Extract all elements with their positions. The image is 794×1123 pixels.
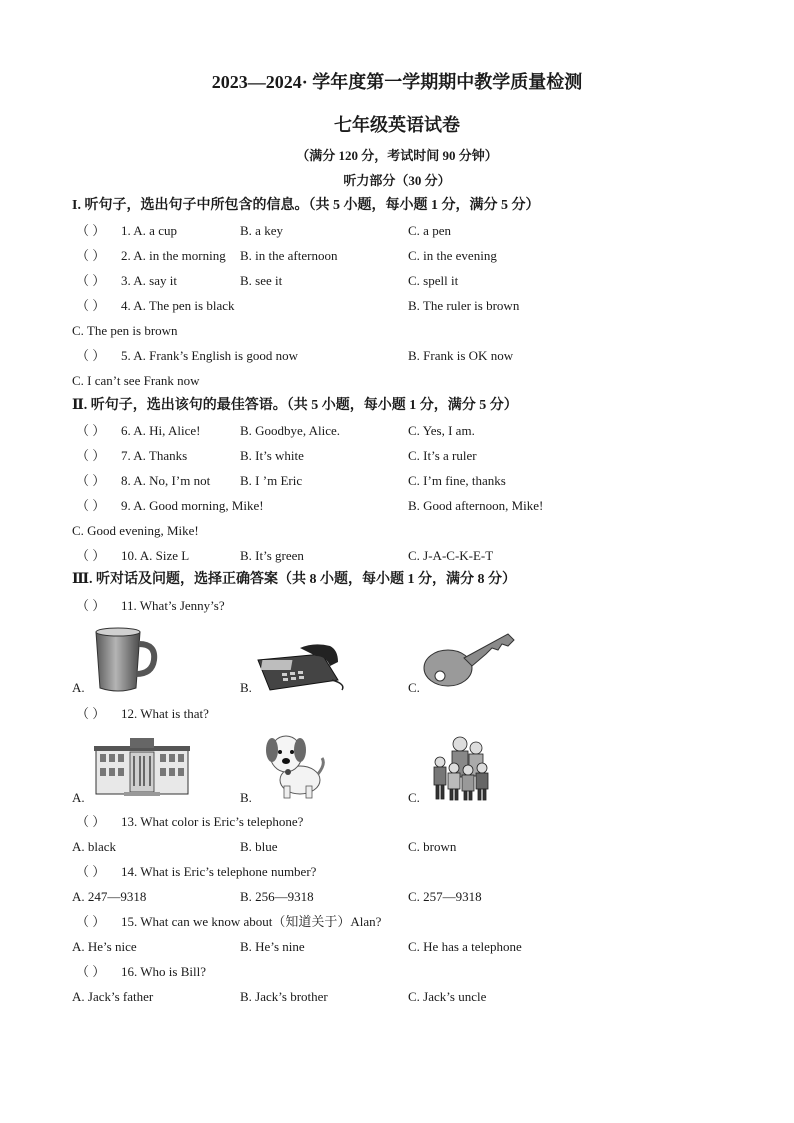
- key-icon: [422, 630, 518, 690]
- q16-option-b: B. Jack’s brother: [240, 989, 328, 1004]
- q15-question: 15. What can we know about（知道关于）Alan?: [121, 914, 382, 929]
- q9-option-b: B. Good afternoon, Mike!: [408, 498, 544, 513]
- answer-paren: （ ）: [76, 864, 106, 879]
- q16-question: 16. Who is Bill?: [121, 964, 206, 979]
- q14-option-b: B. 256—9318: [240, 889, 314, 904]
- cup-icon: [90, 624, 160, 694]
- q11-option-b-label: B.: [240, 680, 252, 695]
- answer-paren: （ ）: [76, 964, 106, 979]
- q13-option-b: B. blue: [240, 839, 278, 854]
- q3-option-b: B. see it: [240, 273, 283, 288]
- q8-option-b: B. I ’m Eric: [240, 473, 303, 488]
- q15-option-b: B. He’s nine: [240, 939, 305, 954]
- q8-option-a: 8. A. No, I’m not: [121, 473, 211, 488]
- q6-option-b: B. Goodbye, Alice.: [240, 423, 341, 438]
- telephone-icon: [252, 640, 350, 692]
- q4-option-a: 4. A. The pen is black: [121, 298, 235, 313]
- q2-option-a: 2. A. in the morning: [121, 248, 226, 263]
- answer-paren: （ ）: [76, 448, 106, 463]
- q11-option-c-label: C.: [408, 680, 420, 695]
- q12-option-a-label: A.: [72, 790, 85, 805]
- q8-option-c: C. I’m fine, thanks: [408, 473, 506, 488]
- exam-subtitle: 七年级英语试卷: [334, 115, 460, 135]
- section-2-heading: Ⅱ. 听句子，选出该句的最佳答语。（共 5 小题，每小题 1 分，满分 5 分）: [72, 398, 518, 413]
- q12-option-c-label: C.: [408, 790, 420, 805]
- q12-question: 12. What is that?: [121, 706, 209, 721]
- q5-option-a: 5. A. Frank’s English is good now: [121, 348, 298, 363]
- q12-option-b-label: B.: [240, 790, 252, 805]
- q13-option-c: C. brown: [408, 839, 457, 854]
- answer-paren: （ ）: [76, 423, 106, 438]
- q5-option-b: B. Frank is OK now: [408, 348, 514, 363]
- q14-option-c: C. 257—9318: [408, 889, 482, 904]
- q5-option-c: C. I can’t see Frank now: [72, 373, 200, 388]
- q13-question: 13. What color is Eric’s telephone?: [121, 814, 304, 829]
- q7-option-b: B. It’s white: [240, 448, 304, 463]
- q13-option-a: A. black: [72, 839, 117, 854]
- q14-question: 14. What is Eric’s telephone number?: [121, 864, 317, 879]
- q14-option-a: A. 247—9318: [72, 889, 147, 904]
- answer-paren: （ ）: [76, 223, 106, 238]
- section-3-heading: Ⅲ. 听对话及问题，选择正确答案（共 8 小题，每小题 1 分，满分 8 分）: [72, 572, 517, 587]
- q4-option-b: B. The ruler is brown: [408, 298, 520, 313]
- answer-paren: （ ）: [76, 598, 106, 613]
- q4-option-c: C. The pen is brown: [72, 323, 178, 338]
- exam-title: 2023—2024· 学年度第一学期期中教学质量检测: [211, 72, 583, 92]
- answer-paren: （ ）: [76, 273, 106, 288]
- q7-option-c: C. It’s a ruler: [408, 448, 477, 463]
- q6-option-c: C. Yes, I am.: [408, 423, 475, 438]
- q2-option-b: B. in the afternoon: [240, 248, 338, 263]
- q11-option-a-label: A.: [72, 680, 85, 695]
- answer-paren: （ ）: [76, 248, 106, 263]
- q10-option-a: 10. A. Size L: [121, 548, 190, 563]
- section-1-heading: I. 听句子，选出句子中所包含的信息。（共 5 小题，每小题 1 分，满分 5 分）: [72, 198, 540, 213]
- q15-option-c: C. He has a telephone: [408, 939, 522, 954]
- answer-paren: （ ）: [76, 348, 106, 363]
- q1-option-b: B. a key: [240, 223, 283, 238]
- q1-option-a: 1. A. a cup: [121, 223, 177, 238]
- answer-paren: （ ）: [76, 548, 106, 563]
- q15-option-a: A. He’s nice: [72, 939, 137, 954]
- answer-paren: （ ）: [76, 706, 106, 721]
- q9-option-c: C. Good evening, Mike!: [72, 523, 199, 538]
- q3-option-c: C. spell it: [408, 273, 459, 288]
- q3-option-a: 3. A. say it: [121, 273, 177, 288]
- dog-icon: [262, 728, 328, 802]
- listening-part-label: 听力部分（30 分）: [343, 173, 451, 188]
- answer-paren: （ ）: [76, 473, 106, 488]
- school-building-icon: [94, 736, 190, 798]
- q2-option-c: C. in the evening: [408, 248, 497, 263]
- answer-paren: （ ）: [76, 814, 106, 829]
- q11-question: 11. What’s Jenny’s?: [121, 598, 225, 613]
- q7-option-a: 7. A. Thanks: [121, 448, 188, 463]
- family-icon: [428, 734, 492, 802]
- answer-paren: （ ）: [76, 498, 106, 513]
- answer-paren: （ ）: [76, 914, 106, 929]
- answer-paren: （ ）: [76, 298, 106, 313]
- q9-option-a: 9. A. Good morning, Mike!: [121, 498, 264, 513]
- score-note: （满分 120 分，考试时间 90 分钟）: [296, 148, 498, 163]
- q1-option-c: C. a pen: [408, 223, 451, 238]
- q10-option-c: C. J-A-C-K-E-T: [408, 548, 494, 563]
- q16-option-c: C. Jack’s uncle: [408, 989, 487, 1004]
- q16-option-a: A. Jack’s father: [72, 989, 154, 1004]
- q10-option-b: B. It’s green: [240, 548, 304, 563]
- q6-option-a: 6. A. Hi, Alice!: [121, 423, 201, 438]
